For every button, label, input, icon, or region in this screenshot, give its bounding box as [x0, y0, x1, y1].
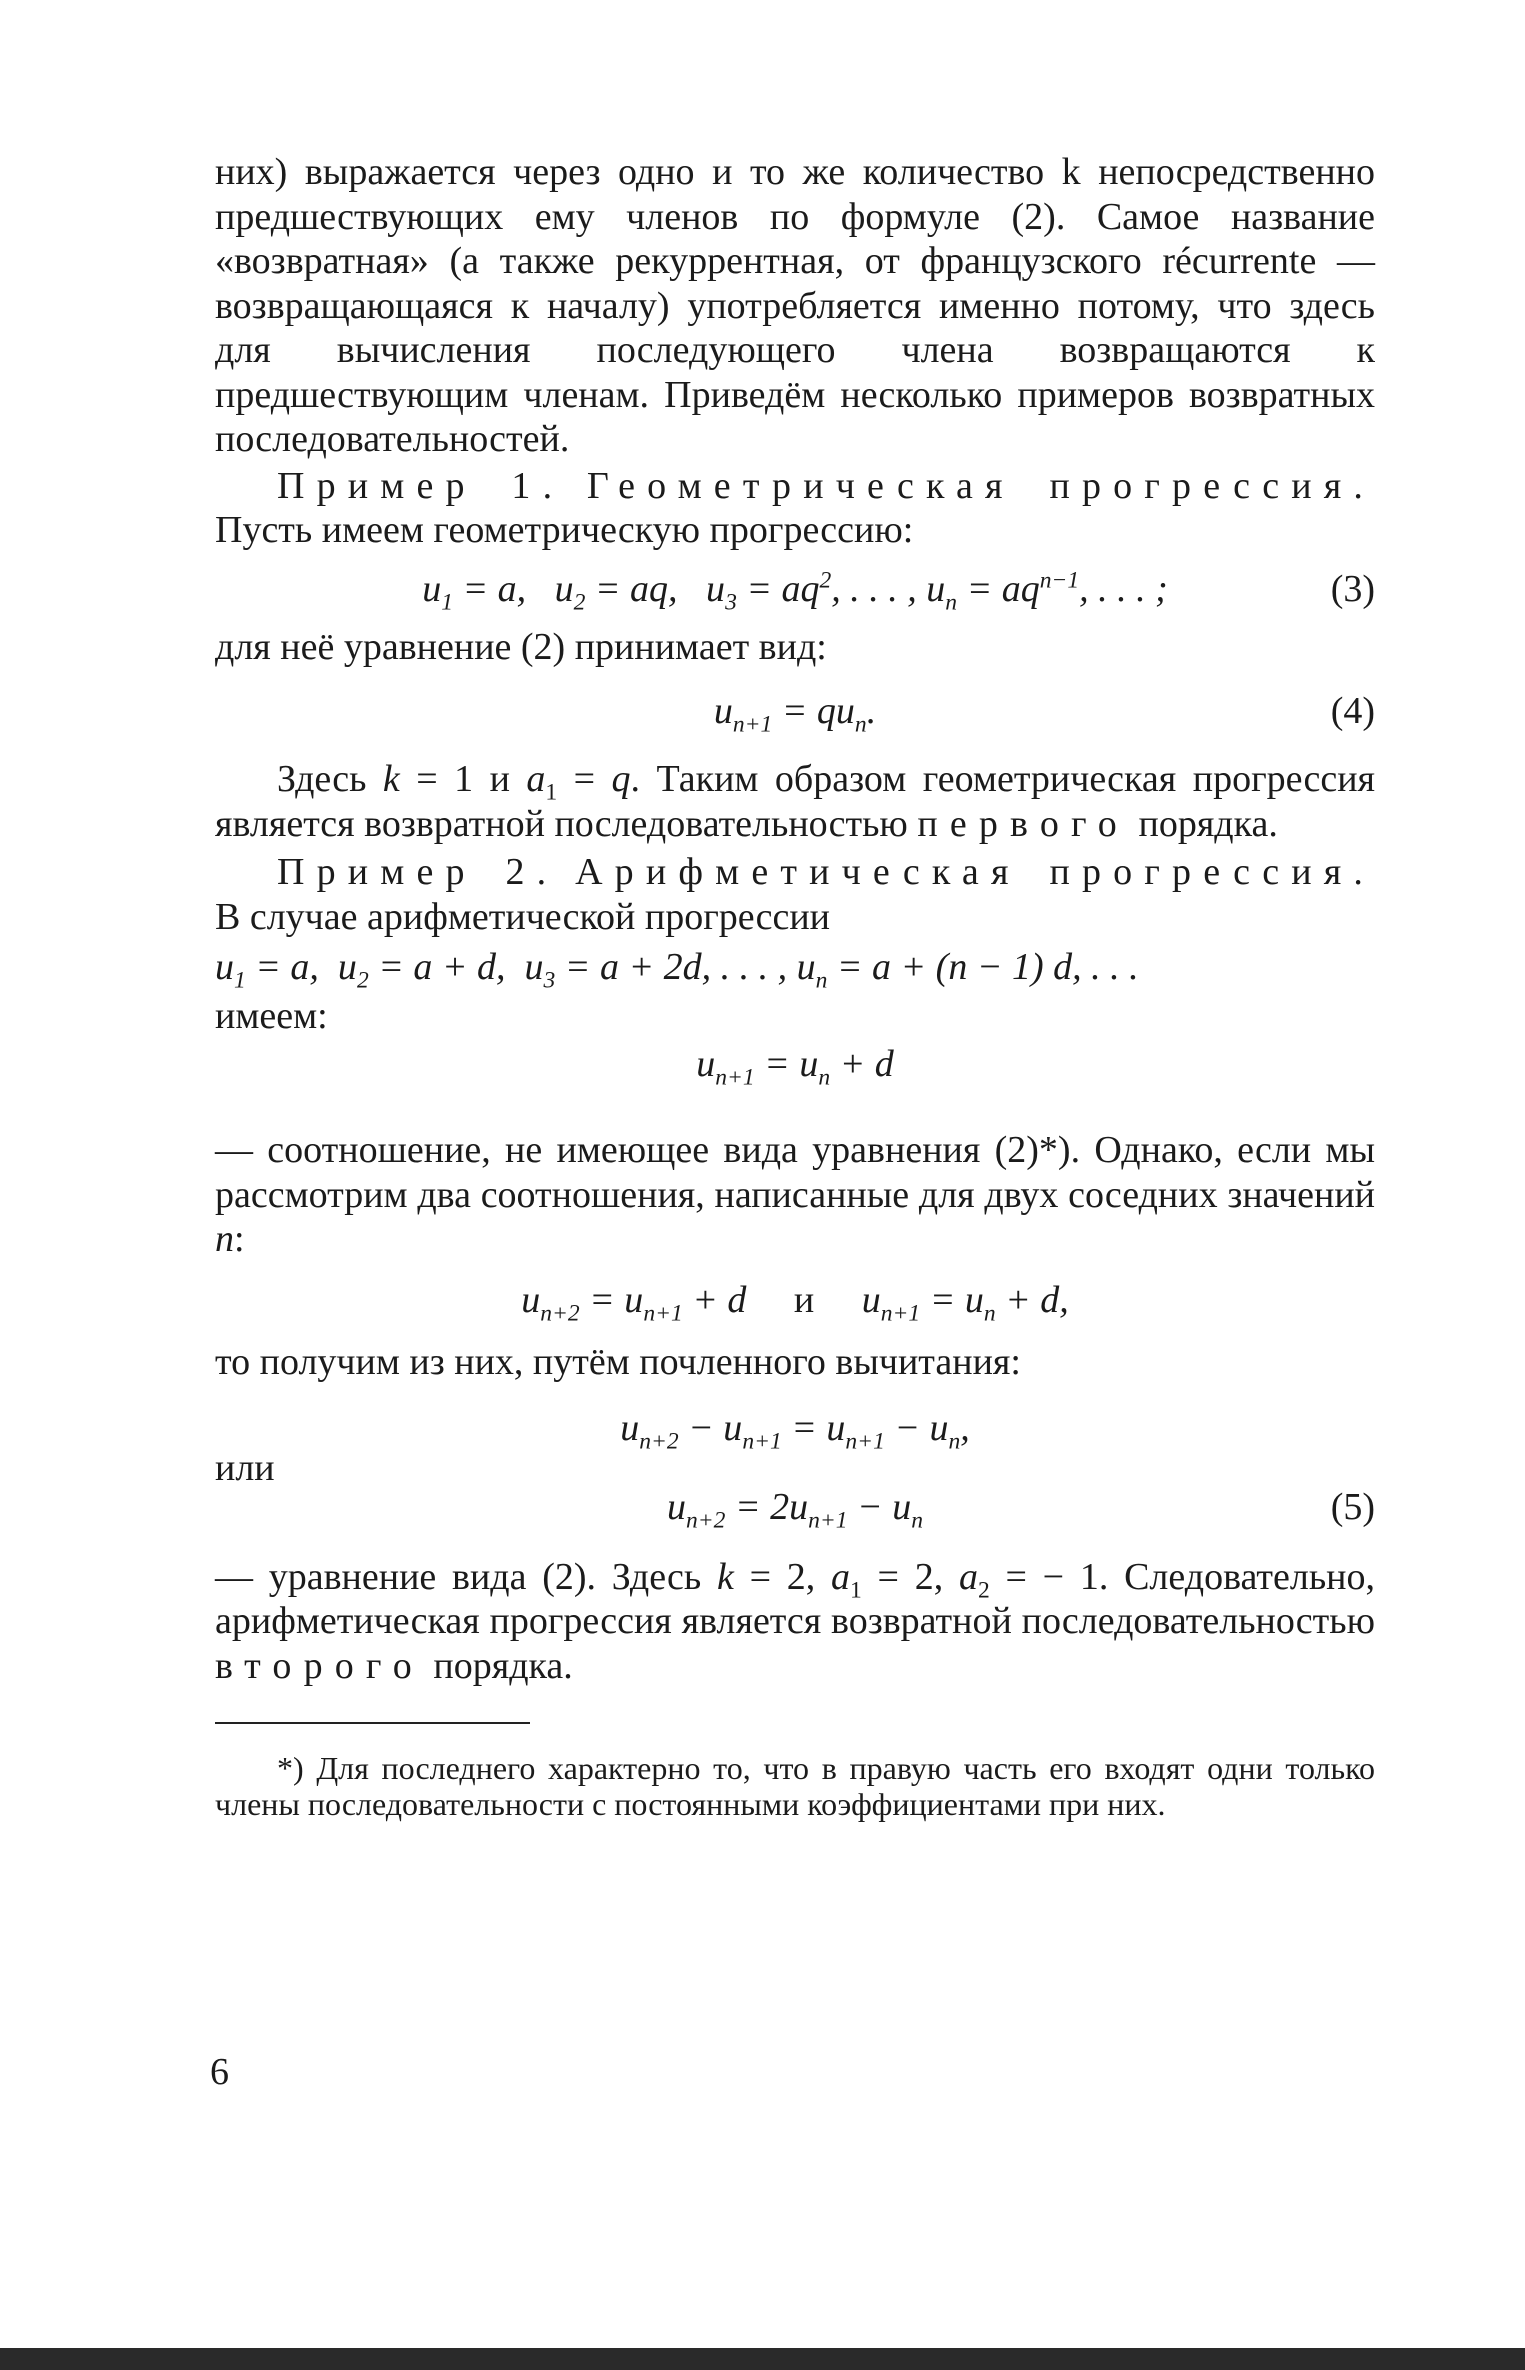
conjunction-and: и — [793, 1278, 815, 1321]
example-1-text: для неё уравнение (2) принимает вид: — [215, 625, 827, 668]
example-1-heading — [215, 464, 1375, 553]
equation-5-number: (5) — [1330, 1485, 1375, 1528]
formula-arith-seq: $u_1 = a$, $u_2 = a + d$, $u_3 = a + 2d$, . . . , $u_n = a + (n - 1)$ d, . . . — [215, 946, 1139, 994]
equation-3-number: (3) — [1330, 567, 1375, 610]
equation-4-number: (4) — [1330, 690, 1375, 732]
footnote: *) Для последнего характерно то, что в правую часть его входят одни только члены последовательности с постоянными коэффициентами при них. — [215, 1750, 1375, 1822]
example-2-conclusion: — уравнение вида (2). Здесь k = 2, $a_1 = 2$, $a_2$ = − 1. Следовательно, арифметическая прогрессия является возвратной последовательностью второго порядка. — [215, 1555, 1375, 1687]
formula-arith-relation: $u_{n+1} = u_n + d$ — [696, 1043, 894, 1091]
order-word-first: первого — [917, 802, 1129, 845]
example-2-title: Арифметическая прогрессия. — [575, 851, 1376, 893]
intro-paragraph: них) выражается через одно и то же количество k непосредственно предшествующих ему членов по формуле (2). Самое название «возвратная» (а также рекуррентная, от французского récurrente — возвращающаяся к началу) употребляется именно потому, что здесь для вычисления последующего члена возвращаются к предшествующим членам. Приведём несколько примеров возвратных последовательностей. — [215, 151, 1375, 460]
footnote-divider — [215, 1722, 530, 1724]
example-1-intro: Пусть имеем геометрическую прогрессию: — [215, 509, 914, 551]
example-1-conclusion: Здесь k = 1 и $a_1 = q$. Таким образом геометрическая прогрессия является возвратной последовательностью первого порядка. — [215, 758, 1376, 845]
formula-5: $u_{n+2} = 2u_{n+1} - u_n$ (5) — [667, 1485, 1375, 1534]
conclusion-2-start: — уравнение вида (2). Здесь — [215, 1555, 702, 1598]
relation-text: — соотношение, не имеющее вида уравнения (2)*). Однако, если мы рассмотрим два соотношения, написанные для двух соседних значений — [215, 1129, 1375, 1216]
example-2-have: имеем: — [215, 994, 328, 1037]
formula-difference: $u_{n+2} - u_{n+1} = u_{n+1} - u_n$, — [620, 1407, 970, 1455]
order-word-second: второго — [215, 1644, 424, 1687]
formula-3: $u_1 = a$, $u_2$ = aq, $u_3 = aq^2$, . . . , $u_n = aq^{n-1}$, . . . ; (3) — [422, 566, 1375, 616]
example-2-intro: В случае арифметической прогрессии — [215, 895, 830, 938]
page-body — [215, 150, 1375, 1822]
relation-paragraph: — соотношение, не имеющее вида уравнения (2)*). Однако, если мы рассмотрим два соотношения, написанные для двух соседних значений n: — [215, 1129, 1375, 1260]
formula-4: $u_{n+1} = qu_n$. (4) — [713, 690, 1375, 738]
conclusion-2-middle: Следовательно, арифметическая прогрессия является возвратной последовательностью — [215, 1555, 1375, 1642]
example-1-label: Пример 1. — [277, 464, 565, 507]
or-word: или — [215, 1447, 275, 1489]
conclusion-2-end: порядка. — [433, 1644, 573, 1687]
example-1-title: Геометрическая прогрессия. — [586, 464, 1376, 507]
conclusion-1-start: Здесь — [277, 758, 367, 800]
conclusion-1-end: порядка. — [1138, 802, 1278, 845]
subtraction-text: то получим из них, путём почленного вычитания: — [215, 1340, 1021, 1383]
formula-two-relations: $u_{n+2} = u_{n+1} + d$ и $u_{n+1} = u_n + d$, — [521, 1278, 1069, 1327]
conclusion-1-middle: Таким образом геометрическая прогрессия является возвратной последовательностью — [215, 758, 1376, 845]
page-number: 6 — [210, 2051, 229, 2093]
scan-edge — [0, 2348, 1525, 2370]
example-2-heading — [215, 850, 1375, 939]
example-2-label: Пример 2. — [277, 851, 559, 893]
